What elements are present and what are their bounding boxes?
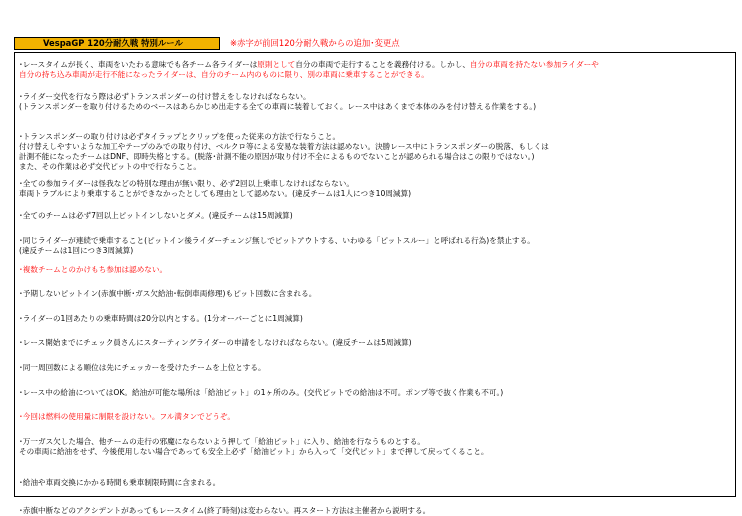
rule-item <box>19 478 731 488</box>
rule-line <box>19 132 731 142</box>
rule-text: 車両トラブルにより乗車することができなかったとしても理由として認めない。(違反チームは1人につき10周減算) <box>19 189 412 198</box>
rule-text: ･トランスポンダーの取り付けは必ずタイラップとクリップを使った従来の方法で行なうこと。 <box>19 132 341 141</box>
rule-text: ･予期しないピットイン(赤旗中断･ガス欠給油･転倒車両修理)もピット回数に含まれる。 <box>19 289 317 298</box>
rule-line <box>19 412 731 422</box>
rule-line <box>19 60 731 70</box>
rule-item <box>19 388 731 398</box>
rule-text: その車両に給油をせず、今後使用しない場合であっても安全上必ず「給油ピット」から入って「交代ピット」まで押して戻ってくること。 <box>19 447 489 456</box>
rule-item <box>19 265 731 275</box>
change-note: ※赤字が前回120分耐久戦からの追加･変更点 <box>230 38 400 48</box>
rule-item <box>19 506 731 516</box>
rule-text: ･赤旗中断などのアクシデントがあってもレースタイム(終了時刻)は変わらない。再スタート方法は主催者から説明する。 <box>19 506 431 515</box>
rule-line <box>19 189 731 199</box>
rule-text: 付け替えしやすいような加工やテープのみでの取り付け、ベルクロ等による安易な装着方法は認めない。決勝レース中にトランスポンダーの脱落、もしくは <box>19 142 549 151</box>
rule-item <box>19 92 731 112</box>
rule-text: ･全てのチームは必ず7回以上ピットインしないとダメ。(違反チームは15周減算) <box>19 211 293 220</box>
rule-line <box>19 437 731 447</box>
rule-text: ･レース中の給油についてはOK。給油が可能な場所は「給油ピット」の1ヶ所のみ。(交代ピットでの給油は不可。ポンプ等で抜く作業も不可。) <box>19 388 504 397</box>
rule-line <box>19 142 731 152</box>
rule-line <box>19 338 731 348</box>
rule-text: ･レース開始までにチェック員さんにスターティングライダーの申請をしなければならない。(違反チームは5周減算) <box>19 338 412 347</box>
rule-text: ･レースタイムが長く、車両をいたわる意味でも各チーム各ライダーは <box>19 60 258 69</box>
rule-text-changed: ･今回は燃料の使用量に制限を設けない。フル満タンでどうぞ。 <box>19 412 235 421</box>
rule-line <box>19 447 731 457</box>
rule-text: 自分の車両で走行することを義務付ける。しかし、 <box>295 60 470 69</box>
rule-text: (違反チームは1回につき3周減算) <box>19 246 134 255</box>
rule-line <box>19 314 731 324</box>
rule-line <box>19 92 731 102</box>
rule-line <box>19 236 731 246</box>
rule-text: ･同一周回数による順位は先にチェッカーを受けたチームを上位とする。 <box>19 363 266 372</box>
rule-line <box>19 388 731 398</box>
rule-line <box>19 179 731 189</box>
rule-line <box>19 363 731 373</box>
rule-line <box>19 162 731 172</box>
rule-text: (トランスポンダーを取り付けるためのベースはあらかじめ出走する全ての車両に装着しておく。レース中はあくまで本体のみを付け替える作業をする。) <box>19 102 537 111</box>
rule-text: ･同じライダーが連続で乗車すること(ピットイン後ライダーチェンジ無しでピットアウトする、いわゆる「ピットスルー」と呼ばれる行為)を禁止する。 <box>19 236 535 245</box>
rule-text: ･給油や車両交換にかかる時間も乗車制限時間に含まれる。 <box>19 478 221 487</box>
rule-item <box>19 338 731 348</box>
rule-text: ･ライダー交代を行なう際は必ずトランスポンダーの付け替えをしなければならない。 <box>19 92 311 101</box>
rule-text-changed: 自分の持ち込み車両が走行不能になったライダーは、自分のチーム内のものに限り、別の車両に乗車することができる。 <box>19 70 429 79</box>
rule-line <box>19 289 731 299</box>
rule-item <box>19 363 731 373</box>
rule-text: ･全ての参加ライダーは怪我などの特別な理由が無い限り、必ず2回以上乗車しなければならない。 <box>19 179 354 188</box>
rule-text: ･万一ガス欠した場合、他チームの走行の邪魔にならないよう押して「給油ピット」に入り、給油を行なうものとする。 <box>19 437 425 446</box>
rule-text: 計測不能になったチームはDNF、即時失格とする。(脱落･計測不能の原因が取り付け不全によるものでないことが認められる場合はこの限りではない。) <box>19 152 535 161</box>
rule-line <box>19 506 731 516</box>
rule-item <box>19 60 731 80</box>
rule-text-changed: 自分の車両を持たない参加ライダーや <box>469 60 599 69</box>
rules-panel <box>14 52 736 515</box>
rule-item <box>19 132 731 172</box>
rule-line <box>19 70 731 80</box>
rule-line <box>19 102 731 112</box>
rule-line <box>19 478 731 488</box>
rule-text-changed: ･複数チームとのかけもち参加は認めない。 <box>19 265 168 274</box>
title-row <box>14 37 400 50</box>
rule-item <box>19 289 731 299</box>
rule-item <box>19 314 731 324</box>
rule-text: ･ライダーの1回あたりの乗車時間は20分以内とする。(1分オーバーごとに1周減算) <box>19 314 303 323</box>
rule-line <box>19 152 731 162</box>
rule-line <box>19 246 731 256</box>
rule-item <box>19 236 731 256</box>
rule-text: また、その作業は必ず交代ピットの中で行なうこと。 <box>19 162 201 171</box>
rule-item <box>19 211 731 221</box>
rule-item <box>19 437 731 457</box>
rule-line <box>19 211 731 221</box>
rule-item <box>19 179 731 199</box>
rule-line <box>19 265 731 275</box>
rule-text-changed: 原則として <box>257 60 296 69</box>
rule-item <box>19 412 731 422</box>
sheet-title: VespaGP 120分耐久戦 特別ルール <box>14 37 220 50</box>
